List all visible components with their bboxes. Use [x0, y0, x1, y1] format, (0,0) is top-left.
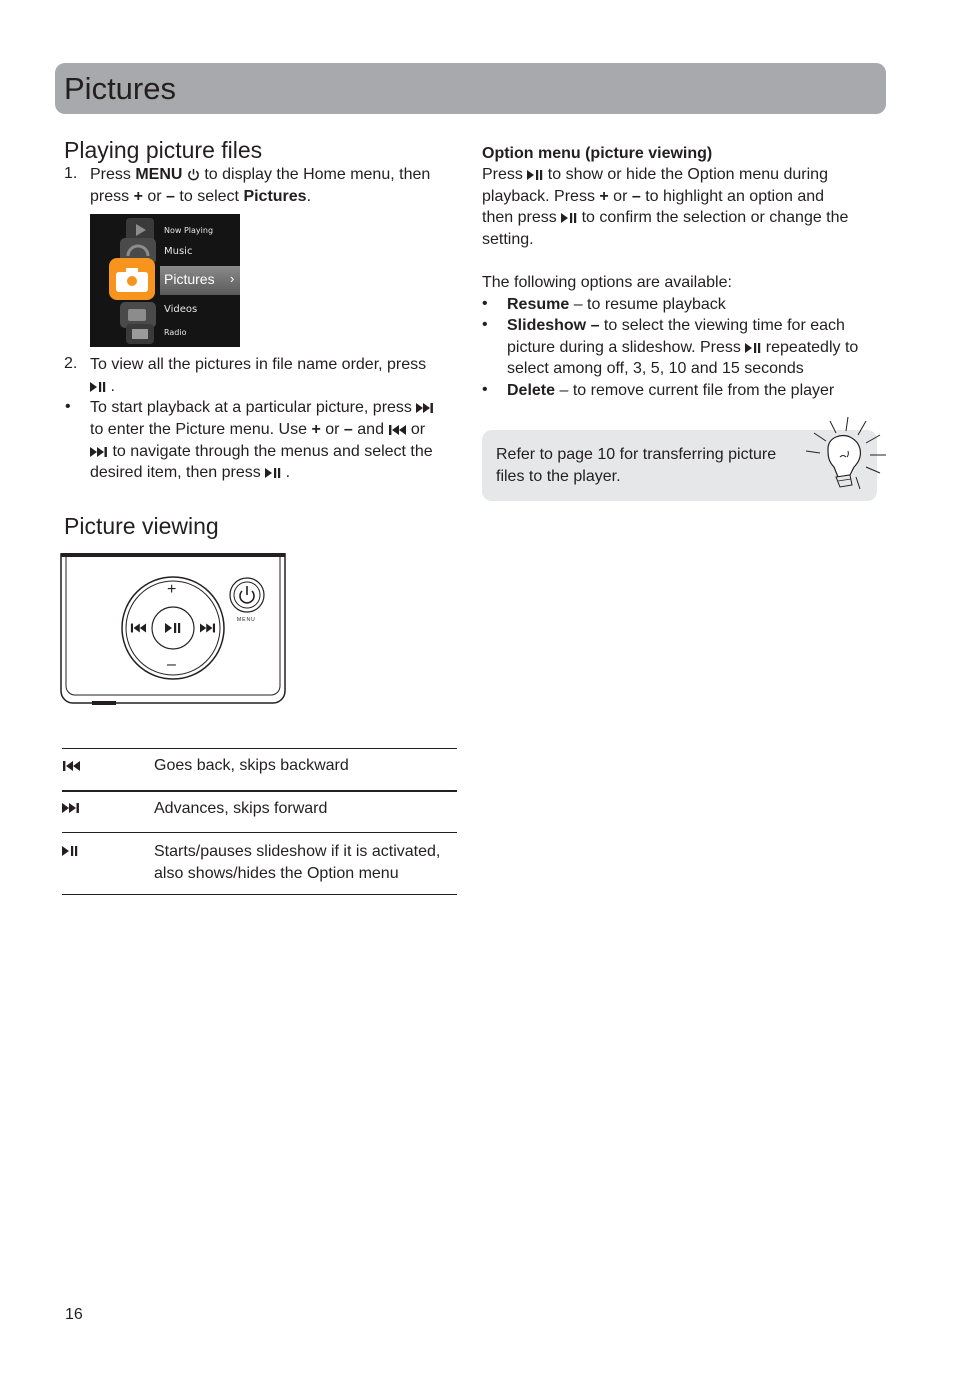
option-resume: Resume – to resume playback: [507, 296, 726, 313]
skip-forward-icon: [416, 403, 434, 413]
table-desc-play-pause-1: Starts/pauses slideshow if it is activated,: [154, 843, 441, 860]
heading-option-menu: Option menu (picture viewing): [482, 145, 713, 162]
option-line2: playback. Press + or – to highlight an option and: [482, 188, 825, 205]
option-line1: Press to show or hide the Option menu during: [482, 166, 828, 183]
page-title: Pictures: [64, 71, 176, 106]
table-desc-skip-back: Goes back, skips backward: [154, 757, 349, 774]
step-number: 2.: [64, 355, 78, 372]
play-pause-icon: [165, 623, 181, 633]
option-line3: then press to confirm the selection or change the: [482, 209, 849, 226]
play-pause-icon: [265, 468, 281, 478]
play-pause-icon: [561, 213, 577, 223]
plus-button-label: +: [167, 581, 177, 598]
skip-forward-icon: [200, 623, 216, 633]
table-desc-play-pause-2: also shows/hides the Option menu: [154, 865, 399, 882]
step1-line2: press + or – to select Pictures.: [90, 188, 312, 205]
bullet-mark: •: [482, 295, 488, 312]
device-illustration: [60, 553, 288, 707]
option-delete: Delete – to remove current file from the player: [507, 382, 835, 399]
table-rule: [62, 832, 457, 833]
option-line4: setting.: [482, 231, 534, 248]
table-rule: [62, 790, 457, 792]
option-slideshow-line3: select among off, 3, 5, 10 and 15 seconds: [507, 360, 804, 377]
table-rule: [62, 748, 457, 749]
skip-back-icon: [130, 623, 146, 633]
skip-back-icon: [388, 425, 406, 435]
table-desc-skip-forward: Advances, skips forward: [154, 800, 328, 817]
page-number: 16: [65, 1306, 83, 1323]
heading-playing-picture-files: Playing picture files: [64, 137, 263, 163]
skip-forward-icon: [90, 447, 108, 457]
step1-line1: Press MENU to display the Home menu, then: [90, 166, 431, 183]
menu-item-radio: Radio: [164, 328, 187, 337]
lightbulb-icon: [800, 415, 886, 497]
home-menu-screenshot: [90, 214, 240, 347]
section-banner: [55, 63, 886, 114]
bullet-mark: •: [65, 398, 71, 415]
skip-back-icon: [62, 761, 80, 771]
chevron-right-icon: ›: [230, 271, 235, 286]
power-icon: [187, 168, 200, 181]
table-rule: [62, 894, 457, 895]
option-intro: The following options are available:: [482, 274, 732, 291]
bullet-mark: •: [482, 381, 488, 398]
menu-item-now-playing: Now Playing: [164, 226, 214, 235]
step-number: 1.: [64, 165, 78, 182]
step2-line1: To view all the pictures in file name order, press: [90, 356, 427, 373]
menu-button-label: MENU: [237, 617, 256, 623]
menu-item-music: Music: [164, 246, 193, 257]
skip-forward-icon: [62, 803, 80, 813]
bullet-line3: to navigate through the menus and select the: [90, 441, 433, 463]
bullet-line2: to enter the Picture menu. Use + or – and or: [90, 421, 426, 438]
option-slideshow-line2: picture during a slideshow. Press repeatedly to: [507, 339, 859, 356]
bullet-mark: •: [482, 316, 488, 333]
play-pause-icon: [90, 382, 106, 392]
heading-picture-viewing: Picture viewing: [64, 513, 219, 539]
bullet-line1: To start playback at a particular picture, press: [90, 397, 434, 419]
step2-line2: .: [90, 376, 115, 398]
menu-item-pictures: Pictures: [164, 271, 215, 287]
option-slideshow-line1: Slideshow – to select the viewing time for each: [507, 317, 845, 334]
menu-item-videos: Videos: [164, 304, 198, 315]
play-pause-icon: [527, 170, 543, 180]
play-pause-icon: [745, 343, 761, 353]
tip-text: Refer to page 10 for transferring picture files to the player.: [496, 446, 777, 485]
play-pause-icon: [62, 846, 78, 856]
bullet-line4: desired item, then press .: [90, 464, 291, 481]
minus-button-label: –: [167, 656, 176, 673]
